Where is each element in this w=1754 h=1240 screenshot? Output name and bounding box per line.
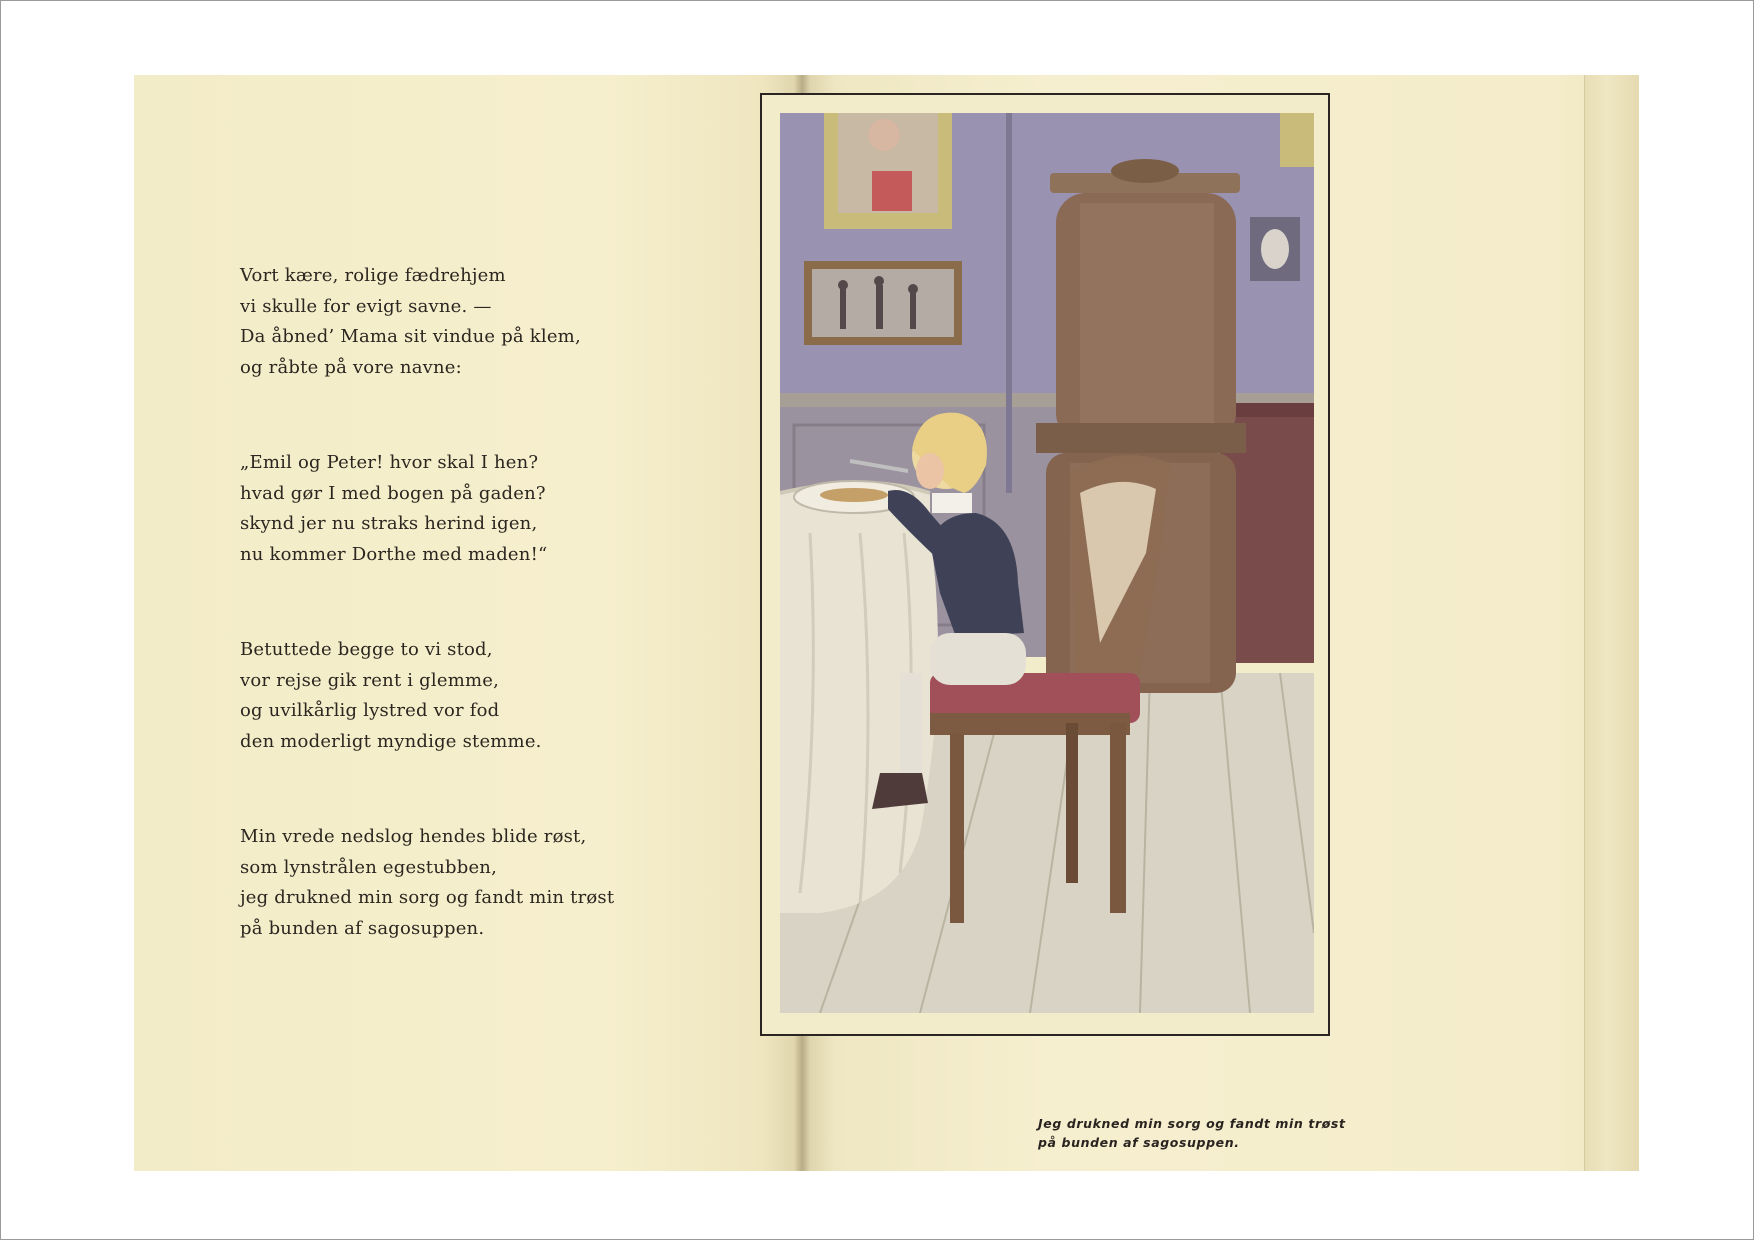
poem-line: den moderligt myndige stemme. <box>240 730 542 752</box>
caption-line: Jeg drukned min sorg og fandt min trøst <box>1038 1116 1346 1131</box>
poem-line: nu kommer Dorthe med maden!“ <box>240 543 548 565</box>
poem-line: vor rejse gik rent i glemme, <box>240 669 500 691</box>
illustration-caption <box>1038 1114 1368 1152</box>
poem-line: og råbte på vore navne: <box>240 356 462 378</box>
stanza-4 <box>240 822 760 944</box>
poem-line: og uvilkårlig lystred vor fod <box>240 700 500 721</box>
poem-line: vi skulle for evigt savne. — <box>240 295 492 317</box>
poem-line: hvad gør I med bogen på gaden? <box>240 482 546 504</box>
page-edge <box>1584 75 1639 1171</box>
poem-line: „Emil og Peter! hvor skal I hen? <box>240 452 539 473</box>
caption-line: på bunden af sagosuppen. <box>1038 1135 1240 1150</box>
poem <box>240 261 760 1009</box>
poem-line: Betuttede begge to vi stod, <box>240 639 493 660</box>
stanza-2 <box>240 448 760 570</box>
left-page <box>134 75 802 1171</box>
poem-line: skynd jer nu straks herind igen, <box>240 513 538 534</box>
poem-line: Da åbned’ Mama sit vindue på klem, <box>240 326 581 347</box>
illustration-plate <box>760 93 1330 1036</box>
stanza-3 <box>240 635 760 757</box>
illustration-boy-eating-soup <box>780 113 1314 1013</box>
poem-line: som lynstrålen egestubben, <box>240 856 498 878</box>
poem-line: jeg drukned min sorg og fandt min trøst <box>240 887 615 908</box>
poem-line: Min vrede nedslog hendes blide røst, <box>240 826 587 847</box>
poem-line: Vort kære, rolige fædrehjem <box>240 265 506 286</box>
stanza-1 <box>240 261 760 383</box>
poem-line: på bunden af sagosuppen. <box>240 917 485 939</box>
